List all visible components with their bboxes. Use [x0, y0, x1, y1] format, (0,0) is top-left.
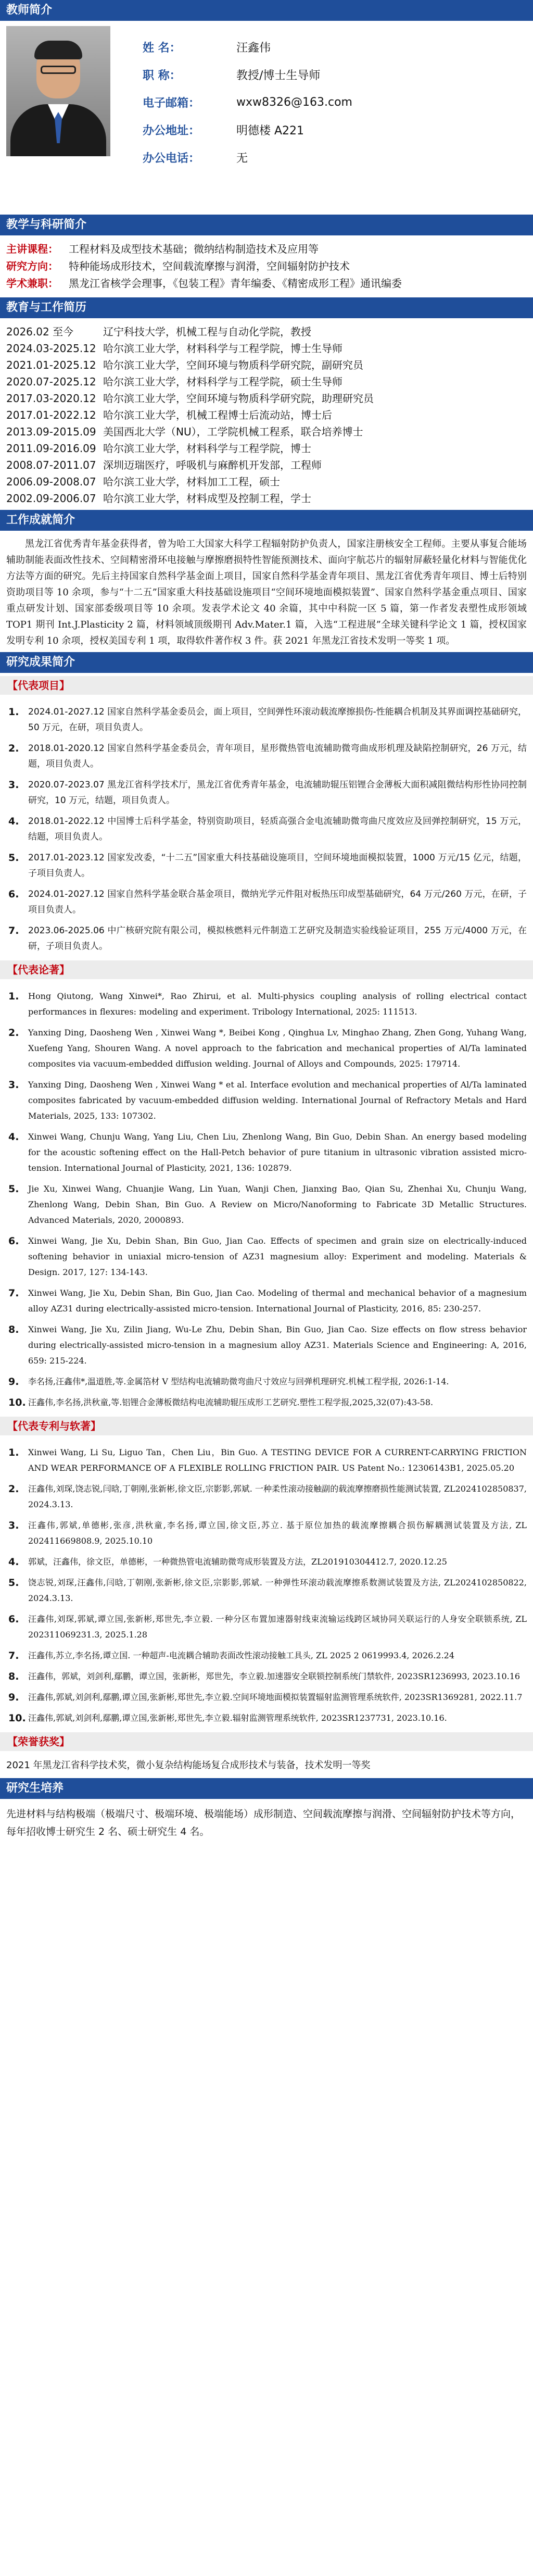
section-title-profile: 教师简介 — [0, 0, 533, 21]
education-item — [6, 457, 527, 473]
project-text: 2024.01-2027.12 国家自然科学基金联合基金项目，微纳光学元件阻对板热压印成型基础研究，64 万元/260 万元，在研，子项目负责人。 — [28, 889, 527, 915]
patent-item — [6, 1445, 527, 1476]
education-item — [6, 423, 527, 440]
teaching-label: 主讲课程： — [6, 243, 58, 255]
teaching-row — [6, 241, 527, 258]
education-item — [6, 323, 527, 340]
section-title-results: 研究成果简介 — [0, 652, 533, 673]
education-text: 哈尔滨工业大学，空间环境与物质科学研究院，副研究员 — [103, 359, 363, 371]
section-title-graduate: 研究生培养 — [0, 1778, 533, 1799]
teaching-label: 学术兼职： — [6, 277, 58, 290]
education-item — [6, 490, 527, 507]
item-number: 3. — [8, 1079, 19, 1091]
item-number: 9. — [8, 1376, 19, 1387]
item-number: 2. — [8, 1027, 19, 1039]
teaching-value: 黑龙江省核学会理事，《包装工程》青年编委、《精密成形工程》通讯编委 — [69, 277, 402, 290]
project-text: 2020.07-2023.07 黑龙江省科学技术厅，黑龙江省优秀青年基金，电流辅助辊压铝锂合金薄板大面积减阻微结构形性协同控制研究，10 万元，结题，项目负责人。 — [28, 780, 527, 806]
honor-text: 2021 年黑龙江省科学技术奖，微小复杂结构能场复合成形技术与装备，技术发明一等奖 — [6, 1760, 371, 1771]
paper-text: 李名扬,汪鑫伟*,温道胜,等.金属箔材 V 型结构电流辅助微弯曲尺寸效应与回弹机理研究.机械工程学报, 2026:1-14. — [28, 1377, 449, 1386]
project-text: 2023.06-2025.06 中广核研究院有限公司，模拟核燃料元件制造工艺研究及制造实验线验证项目，255 万元/4000 万元，在研，子项目负责人。 — [28, 926, 527, 952]
paper-item — [6, 1129, 527, 1176]
education-date: 2006.09-2008.07 — [6, 476, 96, 488]
patent-text: 饶志锐,刘琛,汪鑫伟,闫晗,丁朝刚,张新彬,徐文臣,宗影影,郭斌. 一种弹性环滚动载流摩擦系数测试装置及方法, ZL202410285082​2, 2024.3.13. — [28, 1578, 527, 1603]
teaching-row — [6, 275, 527, 292]
item-number: 6. — [8, 1614, 19, 1625]
patent-text: Xinwei Wang, Li Su, Liguo Tan，Chen Liu，Bin Guo. A TESTING DEVICE FOR A CURRENT-CARRYING FRICTION AND WEAR PERFORMANCE OF A FLEXIBLE ROLLING FRICTION PAIR. US Patent No.: 12306143B1, 2025.05.20 — [28, 1447, 527, 1473]
education-date: 2008.07-2011.07 — [6, 459, 96, 471]
patent-item — [6, 1554, 527, 1570]
education-text: 深圳迈瑞医疗，呼吸机与麻醉机开发部，工程师 — [103, 459, 322, 471]
item-number: 5. — [8, 1183, 19, 1195]
item-number: 10. — [8, 1712, 26, 1724]
education-item — [6, 357, 527, 373]
item-number: 6. — [8, 1235, 19, 1247]
email-link[interactable]: wxw8326@163.com — [236, 96, 352, 109]
profile-card — [0, 21, 533, 215]
patent-item — [6, 1710, 527, 1726]
paper-text: Xinwei Wang, Jie Xu, Debin Shan, Bin Guo, Jian Cao. Modeling of thermal and mechanical behavior of a magnesium alloy AZ31 during electrically-assisted micro-tension. International Journal of Plasticity, 2016, 85: 230-257. — [28, 1288, 527, 1314]
education-date: 2020.07-2025.12 — [6, 376, 96, 388]
item-number: 5. — [8, 852, 19, 864]
patents-list — [0, 1435, 533, 1726]
paper-item — [6, 1181, 527, 1228]
project-item — [6, 777, 527, 808]
section-title-achievements: 工作成就简介 — [0, 510, 533, 531]
education-date: 2017.01-2022.12 — [6, 409, 96, 421]
patent-item — [6, 1669, 527, 1684]
graduate-text: 先进材料与结构极端（极端尺寸、极端环境、极端能场）成形制造、空间载流摩擦与润滑、空间辐射防护技术等方向，每年招收博士研究生 2 名、硕士研究生 4 名。 — [6, 1808, 521, 1837]
info-email — [143, 89, 352, 116]
teaching-value: 特种能场成形技术，空间载流摩擦与润滑，空间辐射防护技术 — [69, 260, 350, 272]
item-number: 10. — [8, 1397, 26, 1408]
patent-item — [6, 1575, 527, 1606]
item-number: 1. — [8, 1447, 19, 1458]
paper-item — [6, 989, 527, 1020]
subsection-projects: 【代表项目】 — [0, 676, 533, 695]
project-text: 2024.01-2027.12 国家自然科学基金委员会，面上项目，空间弹性环滚动载流摩擦损伤-性能耦合机制及其界面调控基础研究，50 万元，在研，项目负责人。 — [28, 707, 527, 733]
patent-item — [6, 1518, 527, 1549]
education-text: 美国西北大学（NU），工学院机械工程系，联合培养博士 — [103, 426, 363, 438]
education-text: 哈尔滨工业大学，机械工程博士后流动站，博士后 — [103, 409, 332, 421]
subsection-patents: 【代表专利与软著】 — [0, 1417, 533, 1435]
teaching-value: 工程材料及成型技术基础；微纳结构制造技术及应用等 — [69, 243, 319, 255]
item-number: 7. — [8, 1650, 19, 1661]
info-label: 职 称： — [143, 69, 181, 82]
project-text: 2018.01-2022.12 中国博士后科学基金，特别资助项目，轻质高强合金电流辅助微弯曲尺度效应及回弹控制研究，15 万元，结题，项目负责人。 — [28, 816, 527, 842]
item-number: 3. — [8, 779, 19, 791]
patent-item — [6, 1648, 527, 1664]
item-number: 9. — [8, 1692, 19, 1703]
paper-text: 汪鑫伟,李名扬,洪秋童,等.铝锂合金薄板微结构电流辅助辊压成形工艺研究.塑性工程学报,2025,32(07):43-58. — [28, 1397, 434, 1407]
avatar — [6, 26, 110, 156]
item-number: 8. — [8, 1324, 19, 1335]
info-title — [143, 61, 352, 89]
education-text: 哈尔滨工业大学，材料成型及控制工程，学士 — [103, 492, 311, 505]
patent-item — [6, 1481, 527, 1512]
info-value: 无 — [236, 152, 248, 165]
paper-text: Yanxing Ding, Daosheng Wen , Xinwei Wang * et al. Interface evolution and mechanical properties of Al/Ta laminated composites fabricated by vacuum-embedded diffusion welding. International Journal of Refractory Metals and Hard Materials, 2025, 133: 107302. — [28, 1080, 527, 1121]
patent-text: 郭斌，汪鑫伟，徐文臣，单德彬，一种微热管电流辅助微弯成形装置及方法，ZL201910304412.7, 2020.12.25 — [28, 1557, 447, 1567]
info-phone — [143, 144, 352, 171]
education-list — [0, 318, 533, 510]
paper-text: Xinwei Wang, Jie Xu, Zilin Jiang, Wu-Le Zhu, Debin Shan, Bin Guo, Jian Cao. Size effects on flow stress behavior during electrically-assisted micro-tension in a magnesium alloy AZ31. Materials Science and Engineering: A, 2016, 659: 215-224. — [28, 1324, 527, 1366]
item-number: 5. — [8, 1577, 19, 1589]
achievements-paragraph: 黑龙江省优秀青年基金获得者，曾为哈工大国家大科学工程辐射防护负责人，国家注册核安全工程师。主要从事复合能场辅助制能表面改性技术、空间精密滑环电接触与摩擦磨损特性智能预测技术、面向宇航芯片的辐射屏蔽轻量化材料与智能优化方法等方面的研究。先后主持国家自然科学基金面上项目，国家自然科学基金青年项目、黑龙江省优秀青年项目、博士后特别资助项目等 10 余项，参与“十二五”国家重大科技基础设施项目“空间环境地面模拟装置”、国家自然科学基金重点项目、国家重点研发计划、国家部委级项目等 10 余项。发表学术论文 40 余篇，其中中科院一区 5 篇，第一作者发表塑性成形领域 TOP1 期刊 Int.J.Plasticity 2 篇，材料领域顶级期刊 Adv.Mater.1 篇，入选“工程进展”全球关键科学论文 1 篇，授权国家发明专利 10 余项，授权美国专利 1 项，取得软件著作权 3 件。获 2021 年黑龙江省技术发明一等奖 1 项。 — [6, 539, 527, 646]
papers-list — [0, 979, 533, 1410]
info-value: 教授/博士生导师 — [236, 69, 321, 82]
item-number: 4. — [8, 1131, 19, 1143]
education-date: 2013.09-2015.09 — [6, 426, 96, 438]
education-date: 2017.03-2020.12 — [6, 392, 96, 405]
project-item — [6, 741, 527, 772]
info-office — [143, 116, 352, 144]
item-number: 2. — [8, 743, 19, 754]
project-item — [6, 886, 527, 918]
patent-text: 汪鑫伟,郭斌,单德彬,张彦,洪秋童,李名扬,谭立国,徐文臣,苏立. 基于原位加热的载流摩擦耦合损伤解耦测试装置及方法, ZL 202411669808.9, 2025.10.10 — [28, 1520, 527, 1546]
education-date: 2002.09-2006.07 — [6, 492, 96, 505]
paper-text: Hong Qiutong, Wang Xinwei*, Rao Zhirui, et al. Multi-physics coupling analysis of rolling electrical contact performances in flexures: modeling and experiment. Tribology International, 2025: 111513. — [28, 991, 527, 1017]
patent-text: 汪鑫伟,刘琛,郭斌,谭立国,张新彬,郑世先,李立毅. 一种分区布置加速器射线束流输运线跨区域协同关联运行的人身安全联锁系统, ZL 202311069231.3, 2025.1.28 — [28, 1614, 527, 1640]
project-item — [6, 704, 527, 735]
item-number: 1. — [8, 991, 19, 1002]
item-number: 4. — [8, 816, 19, 827]
patent-text: 汪鑫伟,郭斌,刘剑利,鄢鹏,谭立国,张新彬,郑世先,李立毅.空间环境地面模拟装置辐射监测管理系统软件, 2023SR1369281, 2022.11.7 — [28, 1692, 523, 1702]
profile-info — [143, 26, 352, 215]
teaching-row — [6, 258, 527, 275]
section-title-teaching: 教学与科研简介 — [0, 215, 533, 235]
education-date: 2011.09-2016.09 — [6, 442, 96, 455]
paper-text: Xinwei Wang, Chunju Wang, Yang Liu, Chen Liu, Zhenlong Wang, Bin Guo, Debin Shan. An energy based modeling for the acoustic softening effect on the Hall-Petch behavior of pure titanium in ultrasonic vibration assisted micro-tension. International Journal of Plasticity, 2021, 136: 102879. — [28, 1132, 527, 1173]
education-date: 2026.02 至今 — [6, 326, 74, 338]
info-label: 办公地址： — [143, 124, 200, 137]
info-name — [143, 33, 352, 61]
education-text: 哈尔滨工业大学，材料科学与工程学院，硕士生导师 — [103, 376, 342, 388]
item-number: 3. — [8, 1520, 19, 1531]
paper-item — [6, 1077, 527, 1124]
education-date: 2021.01-2025.12 — [6, 359, 96, 371]
paper-item — [6, 1374, 527, 1390]
education-text: 哈尔滨工业大学，空间环境与物质科学研究院，助理研究员 — [103, 392, 374, 405]
education-item — [6, 373, 527, 390]
item-number: 1. — [8, 706, 19, 718]
paper-item — [6, 1395, 527, 1410]
info-value: 汪鑫伟 — [236, 42, 271, 55]
patent-item — [6, 1690, 527, 1705]
project-item — [6, 923, 527, 954]
paper-text: Jie Xu, Xinwei Wang, Chuanjie Wang, Lin Yuan, Wanji Chen, Jianxing Bao, Qian Su, Zhenhai Xu, Chunju Wang, Zhenlong Wang, Debin Shan, Bin Guo. A Review on Micro/Nanoforming to Fabricate 3D Metallic Structures. Advanced Materials, 2020, 2000893. — [28, 1184, 527, 1225]
info-value: 明德楼 A221 — [236, 124, 304, 137]
projects-list — [0, 695, 533, 954]
education-item — [6, 440, 527, 457]
item-number: 7. — [8, 1287, 19, 1299]
item-number: 4. — [8, 1556, 19, 1568]
project-item — [6, 850, 527, 881]
education-item — [6, 407, 527, 423]
item-number: 8. — [8, 1671, 19, 1682]
item-number: 6. — [8, 889, 19, 900]
project-text: 2017.01-2023.12 国家发改委，“十二五”国家重大科技基础设施项目，空间环境地面模拟装置，1000 万元/15 亿元，结题，子项目负责人。 — [28, 853, 527, 879]
teaching-label: 研究方向： — [6, 260, 58, 272]
education-item — [6, 390, 527, 407]
teaching-block — [0, 235, 533, 297]
project-text: 2018.01-2020.12 国家自然科学基金委员会，青年项目，星形微热管电流辅助微弯曲成形机理及缺陷控制研究，26 万元，结题，项目负责人。 — [28, 743, 527, 769]
patent-text: 汪鑫伟,郭斌,刘剑利,鄢鹏,谭立国,张新彬,郑世先,李立毅.辐射监测管理系统软件, 2023SR1237731, 2023.10.16. — [28, 1713, 447, 1723]
info-label: 姓 名： — [143, 42, 181, 55]
project-item — [6, 814, 527, 845]
subsection-papers: 【代表论著】 — [0, 960, 533, 979]
section-title-education: 教育与工作简历 — [0, 297, 533, 318]
paper-item — [6, 1233, 527, 1280]
paper-text: Yanxing Ding, Daosheng Wen , Xinwei Wang *, Beibei Kong , Qinghua Lv, Minghao Zhang, Zhen Gong, Yuhang Wang, Xuefeng Yang, Shouren Wang. A novel approach to the fabrication and mechanical properties of Al/Ta laminated composites via vacuum-embedded diffusion welding. Journal of Alloys and Compounds, 2025: 179714. — [28, 1028, 527, 1069]
info-label: 办公电话： — [143, 152, 200, 165]
patent-text: 汪鑫伟，郭斌，刘剑利,鄢鹏，谭立国，张新彬，郑世先，李立毅.加速器安全联锁控制系统门禁软件, 2023SR1236993, 2023.10.16 — [28, 1671, 521, 1681]
patent-text: 汪鑫伟,苏立,李名扬,谭立国. 一种超声-电流耦合辅助表面改性滚动接触工具头, ZL 2025 2 0619993.4, 2026.2.24 — [28, 1650, 455, 1660]
info-label: 电子邮箱： — [143, 97, 200, 110]
subsection-honors: 【荣誉获奖】 — [0, 1732, 533, 1751]
paper-item — [6, 1322, 527, 1369]
education-text: 辽宁科技大学，机械工程与自动化学院，教授 — [103, 326, 311, 338]
education-date: 2024.03-2025.12 — [6, 342, 96, 355]
education-item — [6, 340, 527, 357]
paper-item — [6, 1025, 527, 1072]
item-number: 2. — [8, 1483, 19, 1495]
education-item — [6, 473, 527, 490]
education-text: 哈尔滨工业大学，材料科学与工程学院，博士 — [103, 442, 311, 455]
paper-item — [6, 1285, 527, 1317]
patent-item — [6, 1611, 527, 1643]
paper-text: Xinwei Wang, Jie Xu, Debin Shan, Bin Guo, Jian Cao. Effects of specimen and grain size on electrically-induced softening behavior in uniaxial micro-tension of AZ31 magnesium alloy: Experiment and modeling. Materials & Design. 2017, 127: 134-143. — [28, 1236, 527, 1277]
education-text: 哈尔滨工业大学，材料科学与工程学院，博士生导师 — [103, 342, 342, 355]
item-number: 7. — [8, 925, 19, 936]
patent-text: 汪鑫伟,刘琛,饶志锐,闫晗,丁朝刚,张新彬,徐文臣,宗影影,郭斌. 一种柔性滚动接触副的载流摩擦磨损性能测试装置, ZL202410285083​7, 2024.3.13. — [28, 1484, 527, 1509]
education-text: 哈尔滨工业大学，材料加工工程，硕士 — [103, 476, 280, 488]
